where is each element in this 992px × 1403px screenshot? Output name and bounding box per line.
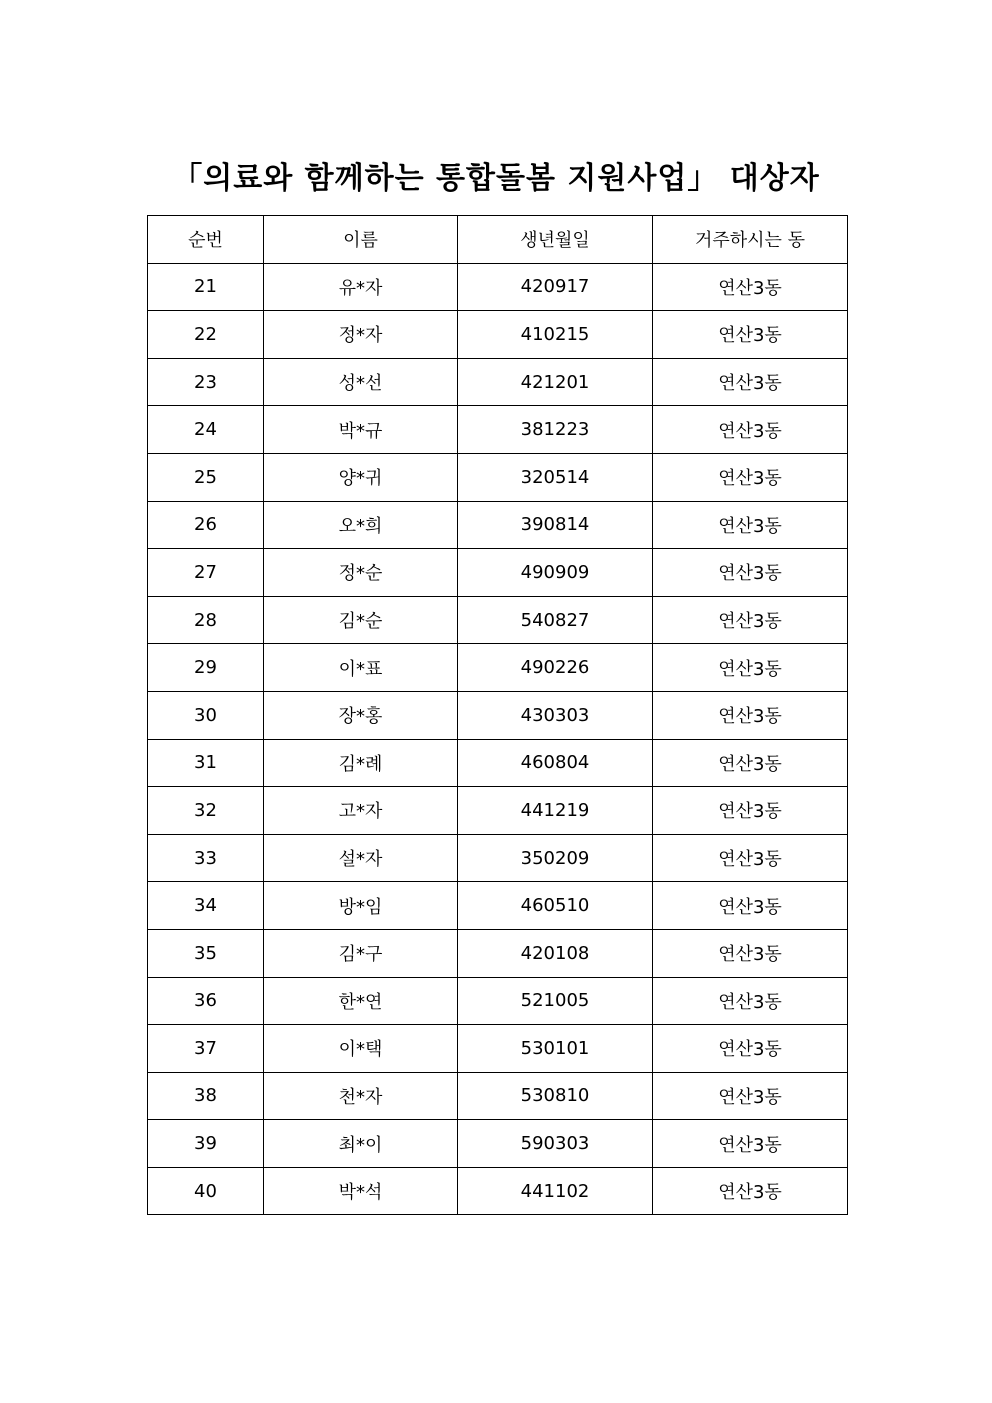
cell-number: 33 xyxy=(148,834,264,882)
cell-name: 장*홍 xyxy=(264,691,458,739)
header-number: 순번 xyxy=(148,216,264,264)
cell-district: 연산3동 xyxy=(653,739,848,787)
cell-district: 연산3동 xyxy=(653,834,848,882)
cell-name: 이*택 xyxy=(264,1025,458,1073)
cell-name: 박*규 xyxy=(264,406,458,454)
cell-name: 김*구 xyxy=(264,929,458,977)
table-row xyxy=(148,1120,848,1168)
cell-name: 성*선 xyxy=(264,358,458,406)
cell-birthdate: 460510 xyxy=(458,882,653,930)
cell-name: 유*자 xyxy=(264,263,458,311)
cell-birthdate: 421201 xyxy=(458,358,653,406)
cell-number: 36 xyxy=(148,977,264,1025)
cell-birthdate: 530810 xyxy=(458,1072,653,1120)
header-name: 이름 xyxy=(264,216,458,264)
cell-district: 연산3동 xyxy=(653,406,848,454)
cell-number: 32 xyxy=(148,787,264,835)
cell-name: 박*석 xyxy=(264,1167,458,1215)
cell-birthdate: 430303 xyxy=(458,691,653,739)
cell-number: 30 xyxy=(148,691,264,739)
cell-birthdate: 530101 xyxy=(458,1025,653,1073)
cell-birthdate: 410215 xyxy=(458,311,653,359)
table-body xyxy=(148,263,848,1215)
cell-district: 연산3동 xyxy=(653,549,848,597)
table-row xyxy=(148,596,848,644)
cell-number: 22 xyxy=(148,311,264,359)
cell-birthdate: 420108 xyxy=(458,929,653,977)
recipient-table xyxy=(147,215,848,1215)
table-row xyxy=(148,929,848,977)
cell-birthdate: 350209 xyxy=(458,834,653,882)
table-row xyxy=(148,1072,848,1120)
cell-name: 정*자 xyxy=(264,311,458,359)
cell-number: 25 xyxy=(148,453,264,501)
cell-district: 연산3동 xyxy=(653,1120,848,1168)
cell-name: 최*이 xyxy=(264,1120,458,1168)
cell-district: 연산3동 xyxy=(653,882,848,930)
table-row xyxy=(148,263,848,311)
cell-number: 38 xyxy=(148,1072,264,1120)
cell-name: 양*귀 xyxy=(264,453,458,501)
cell-birthdate: 521005 xyxy=(458,977,653,1025)
cell-district: 연산3동 xyxy=(653,1167,848,1215)
table-row xyxy=(148,453,848,501)
cell-name: 오*희 xyxy=(264,501,458,549)
cell-district: 연산3동 xyxy=(653,977,848,1025)
table-row xyxy=(148,549,848,597)
cell-name: 김*순 xyxy=(264,596,458,644)
table-row xyxy=(148,882,848,930)
cell-birthdate: 490909 xyxy=(458,549,653,597)
cell-district: 연산3동 xyxy=(653,263,848,311)
cell-district: 연산3동 xyxy=(653,929,848,977)
cell-number: 26 xyxy=(148,501,264,549)
table-row xyxy=(148,358,848,406)
page-title: 「의료와 함께하는 통합돌봄 지원사업」 대상자 xyxy=(172,161,820,196)
cell-number: 39 xyxy=(148,1120,264,1168)
cell-district: 연산3동 xyxy=(653,596,848,644)
cell-name: 천*자 xyxy=(264,1072,458,1120)
cell-name: 한*연 xyxy=(264,977,458,1025)
cell-birthdate: 320514 xyxy=(458,453,653,501)
cell-district: 연산3동 xyxy=(653,1025,848,1073)
table-row xyxy=(148,691,848,739)
cell-district: 연산3동 xyxy=(653,787,848,835)
cell-number: 34 xyxy=(148,882,264,930)
cell-district: 연산3동 xyxy=(653,311,848,359)
cell-name: 설*자 xyxy=(264,834,458,882)
cell-number: 40 xyxy=(148,1167,264,1215)
cell-birthdate: 441219 xyxy=(458,787,653,835)
table-header xyxy=(148,216,848,264)
table-row xyxy=(148,501,848,549)
cell-name: 정*순 xyxy=(264,549,458,597)
table-row xyxy=(148,311,848,359)
cell-birthdate: 390814 xyxy=(458,501,653,549)
cell-district: 연산3동 xyxy=(653,453,848,501)
cell-district: 연산3동 xyxy=(653,691,848,739)
cell-birthdate: 490226 xyxy=(458,644,653,692)
cell-name: 고*자 xyxy=(264,787,458,835)
table-row xyxy=(148,787,848,835)
cell-birthdate: 420917 xyxy=(458,263,653,311)
cell-name: 이*표 xyxy=(264,644,458,692)
cell-number: 29 xyxy=(148,644,264,692)
cell-birthdate: 540827 xyxy=(458,596,653,644)
table-row xyxy=(148,1025,848,1073)
header-birthdate: 생년월일 xyxy=(458,216,653,264)
cell-district: 연산3동 xyxy=(653,644,848,692)
table-row xyxy=(148,1167,848,1215)
cell-number: 21 xyxy=(148,263,264,311)
table-row xyxy=(148,739,848,787)
cell-birthdate: 590303 xyxy=(458,1120,653,1168)
table-row xyxy=(148,977,848,1025)
header-row xyxy=(148,216,848,264)
cell-birthdate: 381223 xyxy=(458,406,653,454)
cell-number: 31 xyxy=(148,739,264,787)
table-row xyxy=(148,644,848,692)
cell-number: 37 xyxy=(148,1025,264,1073)
cell-birthdate: 460804 xyxy=(458,739,653,787)
cell-number: 23 xyxy=(148,358,264,406)
cell-name: 방*임 xyxy=(264,882,458,930)
cell-number: 28 xyxy=(148,596,264,644)
cell-name: 김*례 xyxy=(264,739,458,787)
cell-district: 연산3동 xyxy=(653,501,848,549)
cell-number: 27 xyxy=(148,549,264,597)
cell-number: 35 xyxy=(148,929,264,977)
table-row xyxy=(148,406,848,454)
cell-birthdate: 441102 xyxy=(458,1167,653,1215)
cell-district: 연산3동 xyxy=(653,358,848,406)
cell-number: 24 xyxy=(148,406,264,454)
header-district: 거주하시는 동 xyxy=(653,216,848,264)
cell-district: 연산3동 xyxy=(653,1072,848,1120)
table-row xyxy=(148,834,848,882)
